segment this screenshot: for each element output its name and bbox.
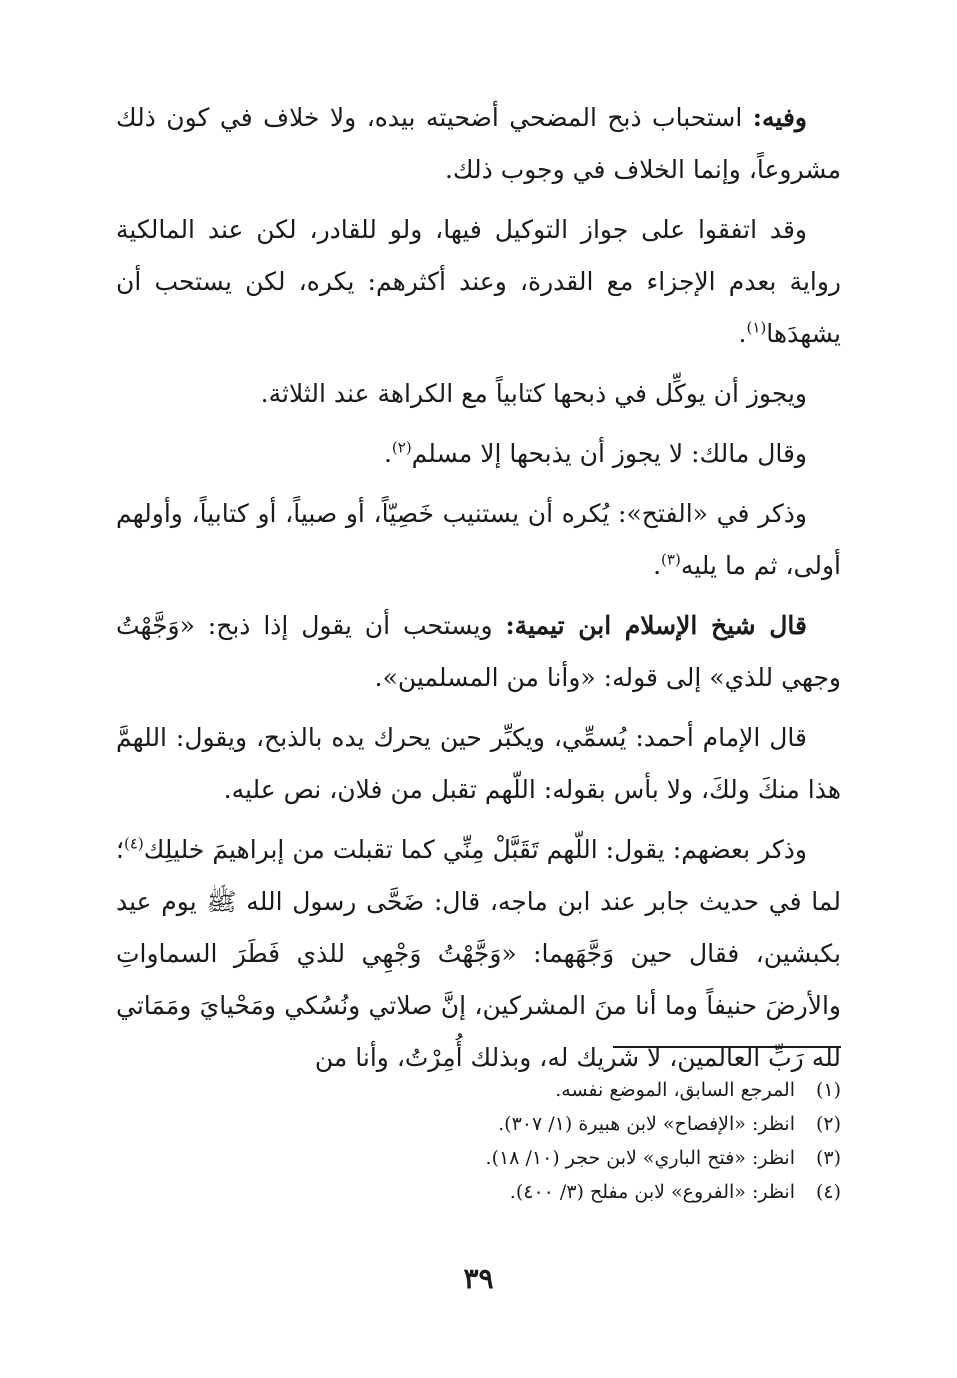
paragraph-text: وقال مالك: لا يجوز أن يذبحها إلا مسلم xyxy=(411,439,807,468)
paragraph-end: . xyxy=(383,439,392,468)
main-text xyxy=(116,92,841,1092)
footnote-ref-3[interactable]: (٣) xyxy=(661,550,681,569)
footnote-item xyxy=(116,1107,841,1141)
footnote-ref-1[interactable]: (١) xyxy=(746,318,767,337)
footnote-number: (٣) xyxy=(815,1147,841,1169)
paragraph-text: وذكر في «الفتح»: يُكره أن يستنيب خَصِيّاً، أو صبياً، أو كتابياً، وأولهم أولى، ثم ما يليه xyxy=(116,499,841,580)
footnote-item xyxy=(116,1073,841,1107)
footnotes xyxy=(116,1073,841,1209)
paragraph-8 xyxy=(116,824,841,1084)
footnote-divider xyxy=(613,1046,841,1048)
footnote-ref-4[interactable]: (٤) xyxy=(123,834,144,853)
paragraph-end: . xyxy=(738,319,747,348)
paragraph-lead: قال شيخ الإسلام ابن تيمية: xyxy=(505,611,807,640)
paragraph-text: ويستحب أن يقول إذا ذبح: «وَجَّهْتُ وجهي للذي» إلى قوله: «وأنا من المسلمين». xyxy=(116,611,841,692)
paragraph-4 xyxy=(116,428,841,480)
footnote-text: انظر: «الفروع» لابن مفلح (٣/ ٤٠٠). xyxy=(509,1181,795,1203)
footnote-number: (٢) xyxy=(815,1113,841,1135)
paragraph-text: وذكر بعضهم: يقول: اللّهم تَقَبَّلْ مِنِّي كما تقبلت من إبراهيمَ خليلِك xyxy=(143,835,807,864)
paragraph-2 xyxy=(116,204,841,360)
paragraph-lead: وفيه: xyxy=(752,103,807,132)
footnote-item xyxy=(116,1175,841,1209)
footnote-number: (٤) xyxy=(815,1181,841,1203)
paragraph-text: ويجوز أن يوكِّل في ذبحها كتابياً مع الكراهة عند الثلاثة. xyxy=(260,379,807,408)
page-number: ٣٩ xyxy=(463,1262,494,1295)
footnote-item xyxy=(116,1141,841,1175)
paragraph-text: قال الإمام أحمد: يُسمِّي، ويكبِّر حين يحرك يده بالذبح، ويقول: اللهمَّ هذا منكَ ولكَ، ولا بأس بقوله: اللّهم تقبل من فلان، نص عليه. xyxy=(116,723,841,804)
paragraph-text-continued: ؛ لما في حديث جابر عند ابن ماجه، قال: ضَحَّى رسول الله ﷺ يوم عيد بكبشين، فقال حين وَجَّهَهما: «وَجَّهْتُ وَجْهِي للذي فَطَرَ السماواتِ والأرضَ حنيفاً وما أنا منَ المشركين، إنَّ صلاتي ونُسُكي ومَحْيايَ ومَمَاتي لله رَبِّ العالمين، لا شريك له، وبذلك أُمِرْتُ، وأنا من xyxy=(116,835,841,1072)
paragraph-3 xyxy=(116,368,841,420)
footnote-number: (١) xyxy=(815,1079,841,1101)
footnote-text: المرجع السابق، الموضع نفسه. xyxy=(555,1079,795,1101)
footnote-text: انظر: «الإفصاح» لابن هبيرة (١/ ٣٠٧). xyxy=(498,1113,795,1135)
paragraph-6 xyxy=(116,600,841,704)
paragraph-text: استحباب ذبح المضحي أضحيته بيده، ولا خلاف في كون ذلك مشروعاً، وإنما الخلاف في وجوب ذلك. xyxy=(116,103,841,184)
paragraph-end: . xyxy=(653,551,662,580)
footnote-ref-2[interactable]: (٢) xyxy=(391,438,412,457)
paragraph-text: وقد اتفقوا على جواز التوكيل فيها، ولو للقادر، لكن عند المالكية رواية بعدم الإجزاء مع القدرة، وعند أكثرهم: يكره، لكن يستحب أن يشهدَها xyxy=(116,215,841,348)
paragraph-7 xyxy=(116,712,841,816)
paragraph-5 xyxy=(116,488,841,592)
paragraph-1 xyxy=(116,92,841,196)
footnote-text: انظر: «فتح الباري» لابن حجر (١٠/ ١٨). xyxy=(485,1147,795,1169)
